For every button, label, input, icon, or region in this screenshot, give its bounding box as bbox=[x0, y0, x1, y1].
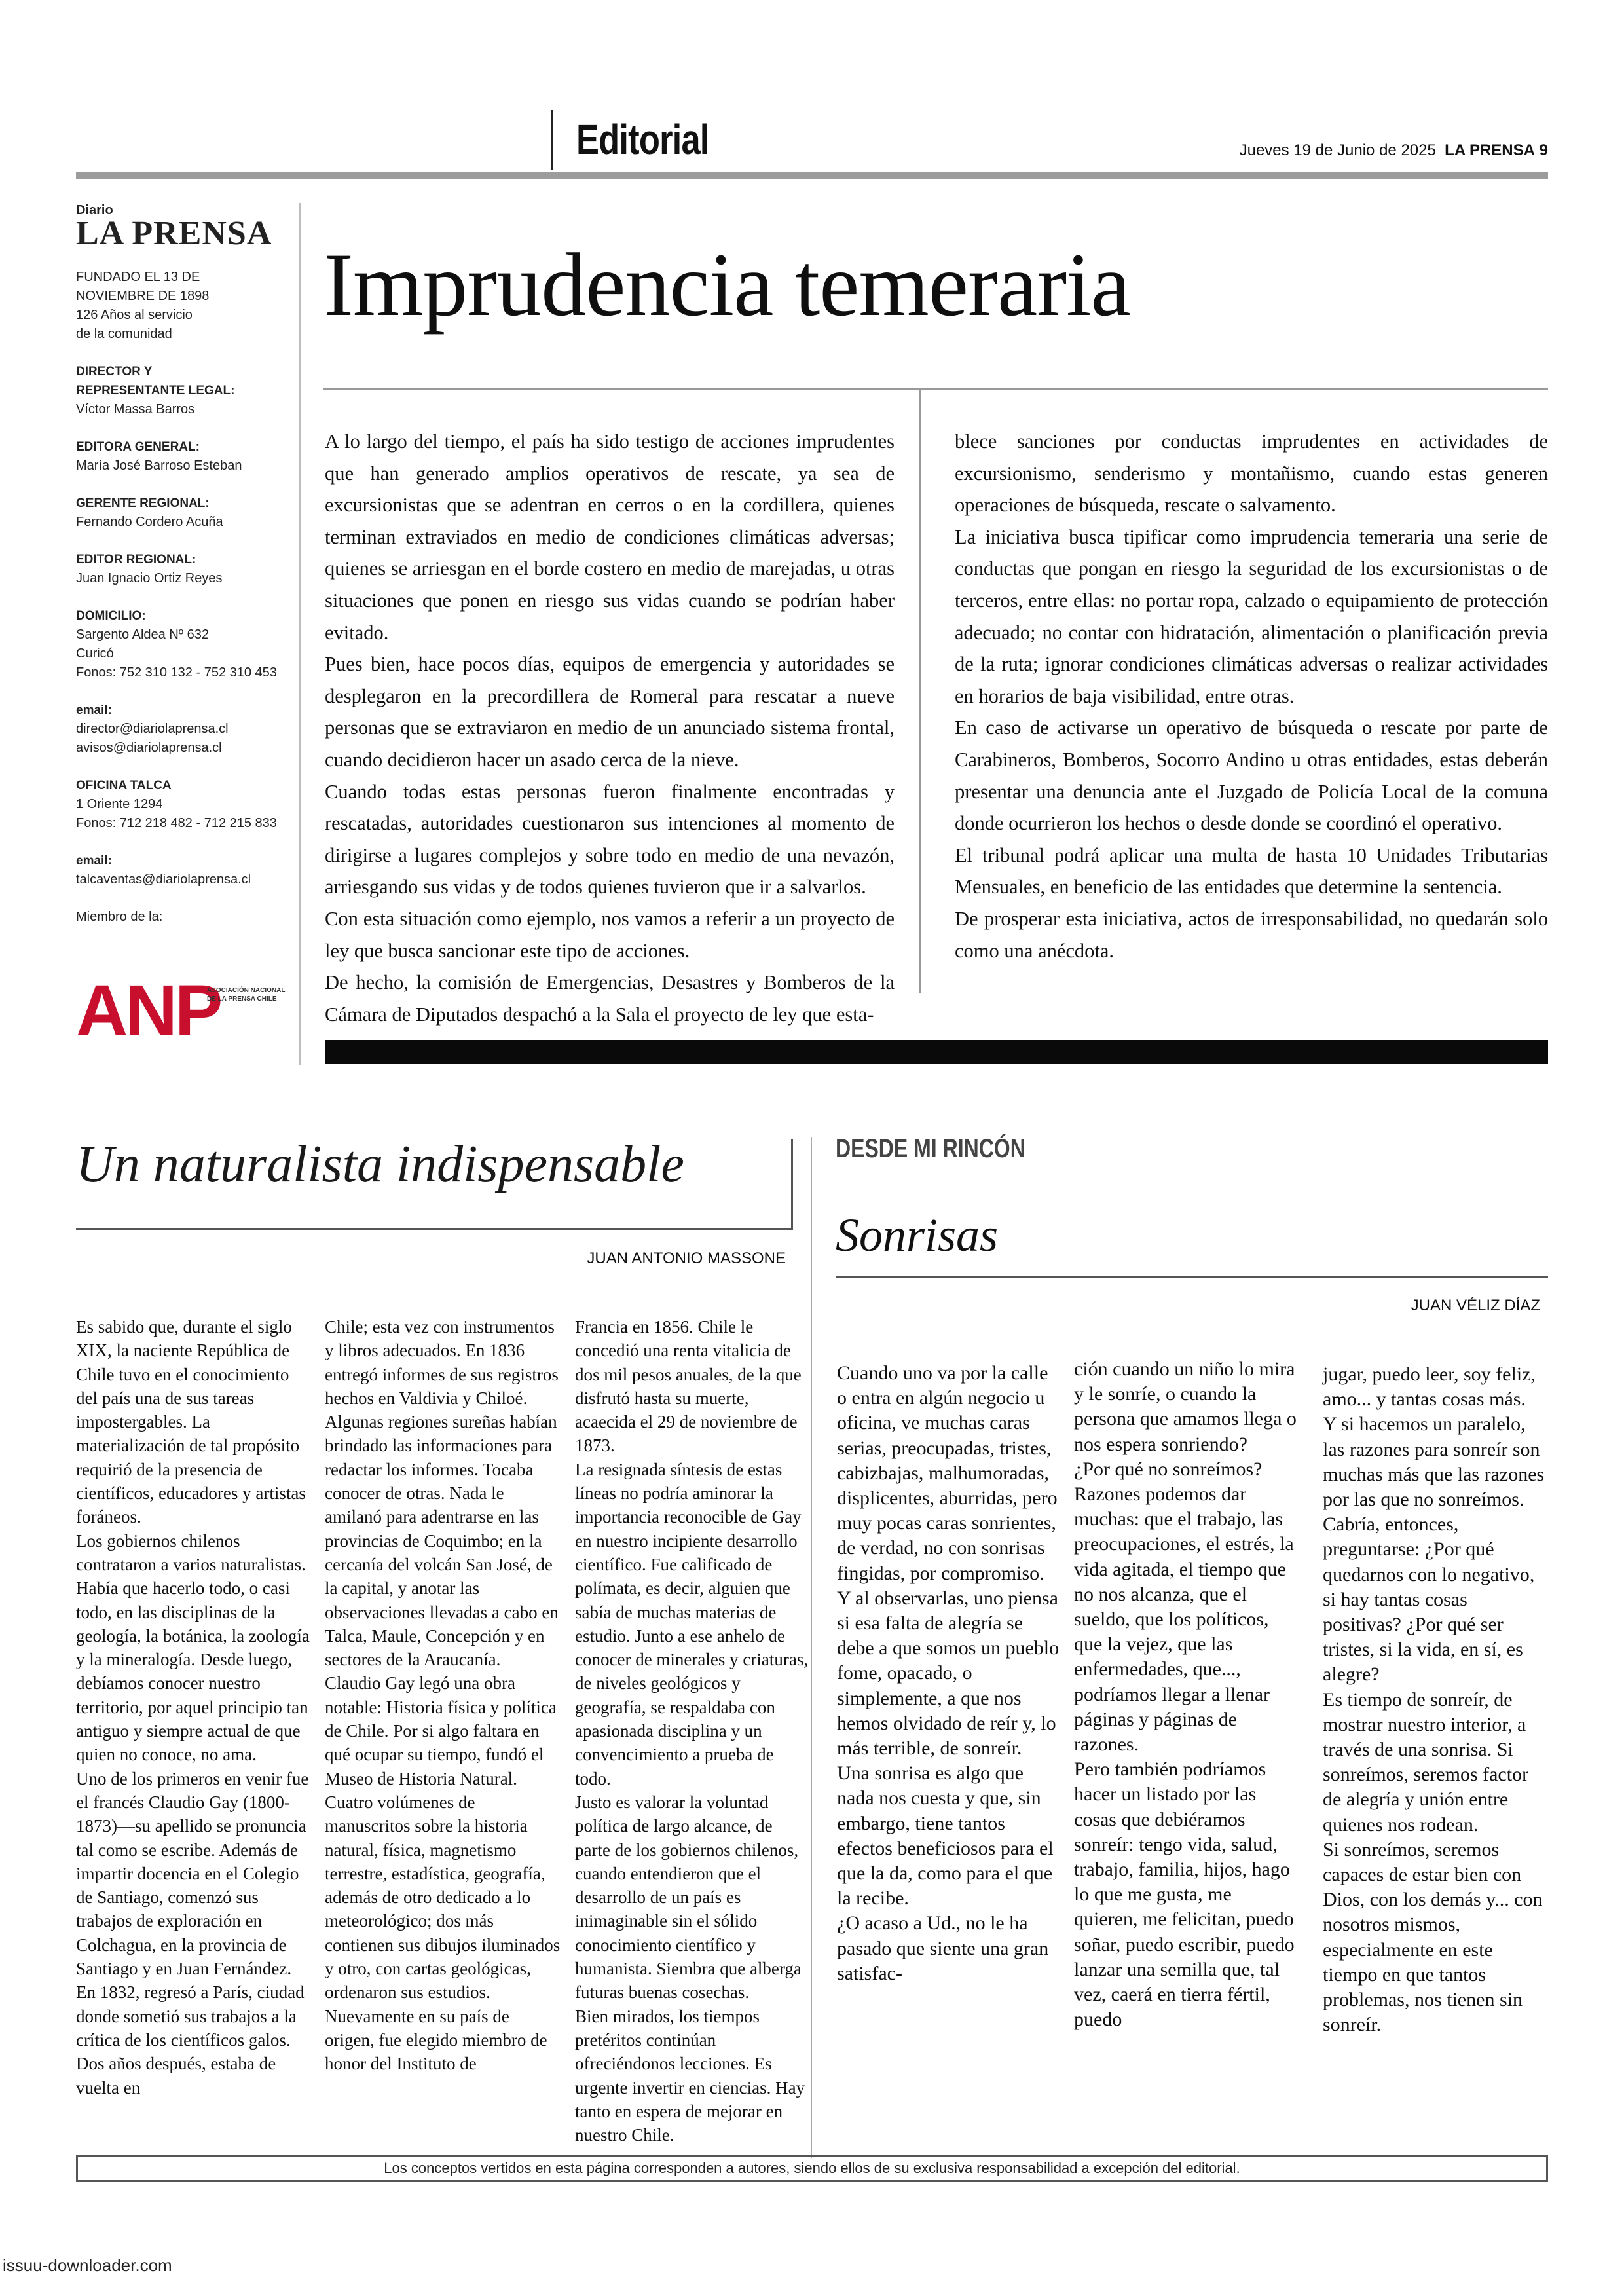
paragraph: Bien mirados, los tiempos pretéritos continúan ofreciéndonos lecciones. Es urgente invertir en ciencias. Hay tanto en espera de mejorar en nuestro Chile. bbox=[575, 2006, 805, 2145]
naturalista-column-1 bbox=[76, 1315, 312, 2100]
naturalista-column-2 bbox=[325, 1315, 561, 2076]
masthead-value: Sargento Aldea Nº 632 bbox=[76, 627, 210, 642]
editorial-column-1 bbox=[325, 426, 895, 1030]
masthead-value: Fernando Cordero Acuña bbox=[76, 515, 223, 529]
founded-line: NOVIEMBRE DE 1898 bbox=[76, 289, 210, 303]
anp-logo-mark: ANP bbox=[76, 971, 221, 1051]
masthead-miembro: Miembro de la: bbox=[76, 910, 163, 924]
masthead-value: Fonos: 712 218 482 - 712 215 833 bbox=[76, 816, 277, 830]
paragraph: Una sonrisa es algo que nada nos cuesta y que, sin embargo, tiene tantos efectos beneficiosos para el que la da, como para el que la recibe. bbox=[837, 1762, 1054, 1910]
paragraph: jugar, puedo leer, soy feliz, amo... y tantas cosas más. bbox=[1323, 1363, 1536, 1411]
masthead-value: Juan Ignacio Ortiz Reyes bbox=[76, 571, 223, 585]
masthead-email bbox=[76, 701, 299, 758]
paragraph: Algunas regiones sureñas habían brindado las informaciones para redactar los informes. Tocaba conocer de otras. Nada le amilanó para adentrarse en las provincias de Coquimbo; en la cercanía del volcán San José, de la capital, y anotar las observaciones llevadas a cabo en Talca, Maule, Concepción y en sectores de la Araucanía. bbox=[325, 1412, 559, 1670]
masthead-value: Fonos: 752 310 132 - 752 310 453 bbox=[76, 665, 277, 680]
masthead-email-link[interactable]: director@diariolaprensa.cl bbox=[76, 722, 229, 736]
article-title-sonrisas: Sonrisas bbox=[836, 1209, 999, 1261]
masthead-email-link[interactable]: avisos@diariolaprensa.cl bbox=[76, 741, 222, 755]
rincon-column-divider bbox=[811, 1137, 812, 2158]
paragraph: El tribunal podrá aplicar una multa de hasta 10 Unidades Tributarias Mensuales, en beneficio de las entidades que determine la sentencia. bbox=[955, 843, 1548, 898]
section-title: Editorial bbox=[576, 116, 709, 163]
paragraph: Nuevamente en su país de origen, fue elegido miembro de honor del Instituto de bbox=[325, 2006, 547, 2074]
masthead-editora bbox=[76, 437, 299, 475]
header-date-line bbox=[1240, 141, 1548, 160]
founded-line: 126 Años al servicio bbox=[76, 308, 193, 322]
masthead-founded bbox=[76, 268, 299, 344]
paragraph: Y si hacemos un paralelo, las razones para sonreír son muchas más que las razones por las que no sonreímos. bbox=[1323, 1413, 1545, 1511]
paragraph: Con esta situación como ejemplo, nos vamos a referir a un proyecto de ley que busca sancionar este tipo de acciones. bbox=[325, 907, 895, 962]
header-rule bbox=[76, 172, 1548, 179]
masthead-label: DIRECTOR Y bbox=[76, 365, 153, 379]
masthead-director bbox=[76, 362, 299, 419]
article-author: JUAN ANTONIO MASSONE bbox=[587, 1250, 786, 1267]
paragraph: La iniciativa busca tipificar como imprudencia temeraria una serie de conductas que pongan en riesgo la seguridad de los excursionistas o de terceros, entre ellas: no portar ropa, calzado o equipamiento de protección adecuado; no contar con hidratación, alimentación o planificación previa de la ruta; ignorar condiciones climáticas adversas o realizar actividades en horarios de baja visibilidad, entre otras. bbox=[955, 525, 1548, 707]
paragraph: Si sonreímos, seremos capaces de estar bien con Dios, con los demás y... con nosotros mismos, especialmente en este tiempo en que tantos problemas, nos tienen sin sonreír. bbox=[1323, 1838, 1543, 2036]
masthead-diario: Diario bbox=[76, 203, 113, 217]
editorial-column-divider bbox=[919, 390, 921, 993]
masthead-domicilio bbox=[76, 606, 299, 682]
paragraph: Uno de los primeros en venir fue el francés Claudio Gay (1800-1873)—su apellido se pronuncia tal como se escribe. Además de impartir docencia en el Colegio de Santiago, comenzó sus trabajos de exploración en Colchagua, en la provincia de Santiago y en Juan Fernández. En 1832, regresó a París, ciudad donde sometió sus trabajos a la crítica de los científicos galos. Dos años después, estaba de vuelta en bbox=[76, 1768, 309, 2098]
paragraph: Francia en 1856. Chile le concedió una renta vitalicia de dos mil pesos anuales, de la que disfrutó hasta su muerte, acaecida el 29 de noviembre de 1873. bbox=[575, 1317, 802, 1456]
paragraph: blece sanciones por conductas imprudentes en actividades de excursionismo, senderismo y montañismo, cuando estas generen operaciones de búsqueda, rescate o salvamento. bbox=[955, 430, 1548, 517]
paragraph: Pero también podríamos hacer un listado por las cosas que debiéramos sonreír: tengo vida, salud, trabajo, familia, hijos, hago lo que me gusta, me quieren, me felicitan, puedo soñar, puedo escribir, puedo lanzar una semilla que, tal vez, caerá en tierra fértil, puedo bbox=[1074, 1758, 1295, 2031]
masthead-talca bbox=[76, 776, 299, 833]
masthead-label: EDITORA GENERAL: bbox=[76, 440, 200, 454]
paragraph: Es sabido que, durante el siglo XIX, la naciente República de Chile tuvo en el conocimiento del país una de sus tareas impostergables. La materialización de tal propósito requirió de la presencia de científicos, educadores y artistas foráneos. bbox=[76, 1317, 306, 1527]
masthead-label: REPRESENTANTE LEGAL: bbox=[76, 384, 235, 398]
naturalista-column-3 bbox=[575, 1315, 811, 2147]
page-disclaimer: Los conceptos vertidos en esta página corresponden a autores, siendo ellos de su exclusiva responsabilidad a excepción del editorial. bbox=[76, 2155, 1548, 2182]
anp-logo bbox=[76, 971, 286, 1051]
paragraph: ¿Por qué no sonreímos? Razones podemos dar muchas: que el trabajo, las preocupaciones, el estrés, la vida agitada, el tiempo que no nos alcanza, que el sueldo, que los políticos, que la vejez, que las enfermedades, que..., podríamos llegar a llenar páginas y páginas de razones. bbox=[1074, 1458, 1294, 1756]
masthead-label: DOMICILIO: bbox=[76, 609, 146, 623]
masthead-gerente bbox=[76, 494, 299, 532]
masthead-email-talca bbox=[76, 851, 299, 889]
paragraph: La resignada síntesis de estas líneas no podría aminorar la importancia reconocible de Gay en nuestro incipiente desarrollo científico. Fue calificado de polímata, es decir, alguien que sabía de muchas materias de estudio. Junto a ese anhelo de conocer de minerales y criaturas, de niveles geológicos y geografía, se respaldaba con apasionada disciplina y un convencimiento a prueba de todo. bbox=[575, 1459, 809, 1788]
paragraph: Los gobiernos chilenos contrataron a varios naturalistas. Había que hacerlo todo, o casi todo, en las disciplinas de la geología, la botánica, la zoología y la mineralogía. Desde luego, debíamos conocer nuestro territorio, por aquel principio tan antiguo y siempre actual de que quien no conoce, no ama. bbox=[76, 1530, 310, 1765]
paragraph: De prosperar esta iniciativa, actos de irresponsabilidad, no quedarán solo como una anécdota. bbox=[955, 907, 1548, 962]
masthead-label: OFICINA TALCA bbox=[76, 779, 172, 792]
paragraph: De hecho, la comisión de Emergencias, Desastres y Bomberos de la Cámara de Diputados despachó a la Sala el proyecto de ley que esta- bbox=[325, 971, 895, 1026]
paragraph: Cuando uno va por la calle o entra en algún negocio u oficina, ve muchas caras serias, preocupadas, tristes, cabizbajas, malhumoradas, displicentes, aburridas, pero muy pocas caras sonrientes, de verdad, no con sonrisas fingidas, por compromiso. bbox=[837, 1362, 1058, 1584]
editorial-title-rule bbox=[323, 388, 1548, 390]
paragraph: ¿O acaso a Ud., no le ha pasado que siente una gran satisfac- bbox=[837, 1912, 1049, 1984]
paragraph: Es tiempo de sonreír, de mostrar nuestro interior, a través de una sonrisa. Si sonreímos, seremos factor de alegría y unión entre quienes nos rodean. bbox=[1323, 1688, 1529, 1836]
paragraph: ción cuando un niño lo mira y le sonríe, o cuando la persona que amamos llega o nos espera sonriendo? bbox=[1074, 1358, 1297, 1455]
anp-logo-tagline: ASOCIACIÓN NACIONAL DE LA PRENSA CHILE bbox=[207, 987, 286, 1003]
source-watermark: issuu-downloader.com bbox=[3, 2255, 172, 2275]
masthead-value: Víctor Massa Barros bbox=[76, 402, 195, 417]
masthead-column bbox=[76, 203, 301, 1065]
paragraph: Pues bien, hace pocos días, equipos de emergencia y autoridades se desplegaron en la precordillera de Romeral para rescatar a nueve personas que se extraviaron en medio de un anunciado sistema frontal, cuando decidieron hacer un asado cerca de la nieve. bbox=[325, 653, 895, 771]
paragraph: Y al observarlas, uno piensa si esa falta de alegría se debe a que somos un pueblo fome, opacado, o simplemente, a que nos hemos olvidado de reír y, lo más terrible, de sonreír. bbox=[837, 1587, 1060, 1760]
masthead-label: email: bbox=[76, 703, 112, 717]
founded-line: de la comunidad bbox=[76, 327, 172, 341]
paragraph: Justo es valorar la voluntad política de largo alcance, de parte de los gobiernos chilenos, cuando entendieron que el desarrollo de un país es inimaginable sin el sólido conocimiento científico y humanista. Siembra que alberga futuras buenas cosechas. bbox=[575, 1792, 802, 2003]
masthead-value: Curicó bbox=[76, 646, 114, 661]
paragraph: En caso de activarse un operativo de búsqueda o rescate por parte de Carabineros, Bomberos, Socorro Andino u otras entidades, estas deberán presentar una denuncia ante el Juzgado de Policía Local de la comuna donde ocurrieron los hechos o desde donde se coordinó el operativo. bbox=[955, 716, 1548, 835]
masthead-value: 1 Oriente 1294 bbox=[76, 797, 163, 811]
article-rule-vertical bbox=[791, 1139, 793, 1230]
masthead-label: GERENTE REGIONAL: bbox=[76, 496, 210, 510]
masthead-value: María José Barroso Esteban bbox=[76, 458, 242, 473]
article-rule bbox=[76, 1228, 791, 1230]
rincon-kicker: DESDE MI RINCÓN bbox=[836, 1134, 1025, 1163]
article-author: JUAN VÉLIZ DÍAZ bbox=[1411, 1297, 1540, 1314]
editorial-title: Imprudencia temeraria bbox=[323, 234, 1130, 335]
masthead-logo: LA PRENSA bbox=[76, 215, 272, 252]
editorial-bottom-bar bbox=[325, 1040, 1548, 1064]
header-page-number: 9 bbox=[1539, 141, 1548, 159]
rincon-column-3 bbox=[1323, 1362, 1545, 2037]
paragraph: Cabría, entonces, preguntarse: ¿Por qué quedarnos con lo negativo, si hay tantas cosas positivas? ¿Por qué ser tristes, si la vida, en sí, es alegre? bbox=[1323, 1513, 1535, 1686]
founded-line: FUNDADO EL 13 DE bbox=[76, 270, 200, 284]
header-date: Jueves 19 de Junio de 2025 bbox=[1239, 141, 1436, 159]
rincon-column-1 bbox=[837, 1361, 1060, 1986]
header-divider bbox=[551, 110, 553, 170]
header-paper-name: LA PRENSA bbox=[1445, 141, 1535, 159]
paragraph: Chile; esta vez con instrumentos y libros adecuados. En 1836 entregó informes de sus registros hechos en Valdivia y Chiloé. bbox=[325, 1317, 559, 1408]
masthead-email-link[interactable]: talcaventas@diariolaprensa.cl bbox=[76, 872, 251, 887]
masthead-label: EDITOR REGIONAL: bbox=[76, 553, 196, 566]
masthead-label: email: bbox=[76, 854, 112, 868]
paragraph: Cuando todas estas personas fueron finalmente encontradas y rescatadas, autoridades cuestionaron sus intenciones al momento de dirigirse a lugares complejos y sobre todo en medio de una nevazón, arriesgando sus vidas y de todos quienes tuvieron que ir a salvarlos. bbox=[325, 780, 895, 898]
masthead-editor bbox=[76, 550, 299, 588]
rincon-column-2 bbox=[1074, 1357, 1297, 2032]
paragraph: A lo largo del tiempo, el país ha sido testigo de acciones imprudentes que han generado amplios operativos de rescate, ya sea de excursionistas que se adentran en cerros o en la cordillera, quienes terminan extraviados en medio de condiciones climáticas adversas; quienes se arriesgan en el borde costero en medio de marejadas, u otras situaciones que ponen en riesgo sus vidas cuando se podrían haber evitado. bbox=[325, 430, 895, 644]
article-title-naturalista: Un naturalista indispensable bbox=[76, 1136, 684, 1193]
editorial-column-2 bbox=[955, 426, 1548, 967]
paragraph: Claudio Gay legó una obra notable: Historia física y política de Chile. Por si algo faltara en qué ocupar su tiempo, fundó el Museo de Historia Natural. Cuatro volúmenes de manuscritos sobre la historia natural, física, magnetismo terrestre, estadística, geografía, además de otro dedicado a lo meteorológico; dos más contienen sus dibujos iluminados y otro, con cartas geológicas, ordenaron sus estudios. bbox=[325, 1673, 561, 2003]
article-rule bbox=[836, 1276, 1548, 1278]
